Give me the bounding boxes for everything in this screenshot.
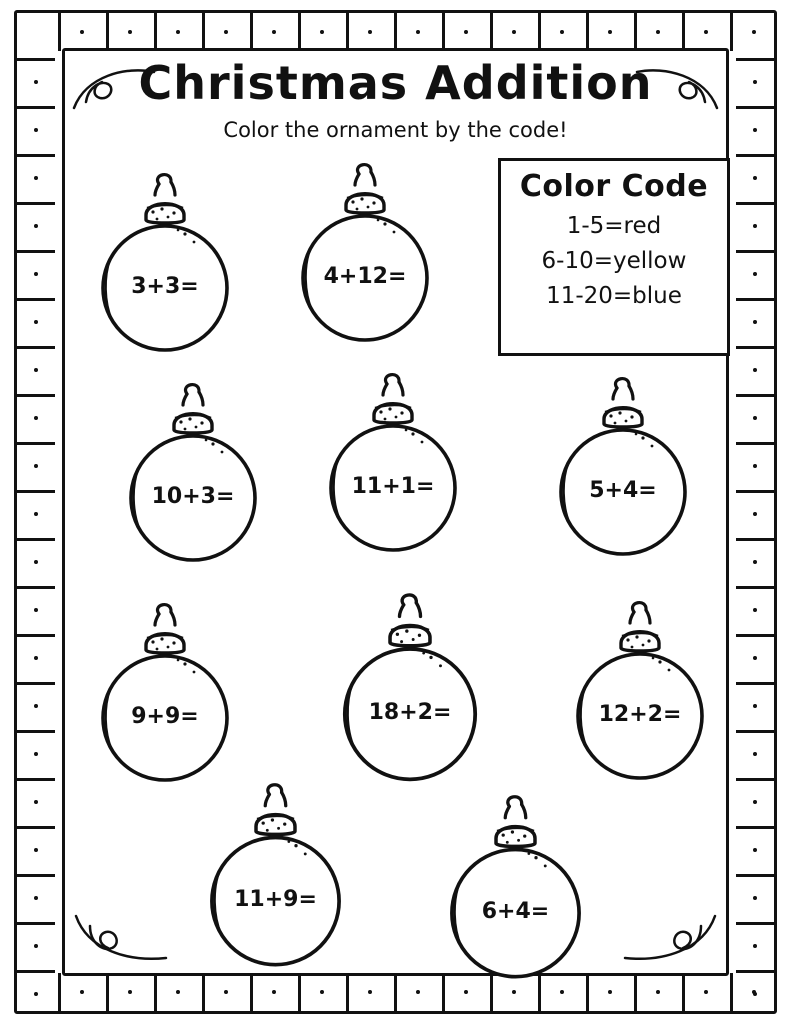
color-code-heading: Color Code [519, 169, 709, 204]
ornament-equation: 6+4= [481, 899, 550, 924]
ornament-10[interactable] [438, 790, 593, 990]
ornament-equation: 12+2= [598, 702, 682, 727]
color-code-line-1: 1-5=red [566, 213, 662, 239]
ornament-7[interactable] [330, 588, 490, 793]
ornament-shape [318, 368, 468, 563]
ornament-shape [90, 168, 240, 363]
ornament-shape [438, 790, 593, 990]
ornament-4[interactable] [318, 368, 468, 563]
ornament-shape [330, 588, 490, 793]
ornament-shape [565, 596, 715, 791]
ornament-1[interactable] [90, 168, 240, 363]
ornament-equation: 10+3= [151, 484, 235, 509]
ornament-6[interactable] [90, 598, 240, 793]
ornament-5[interactable] [548, 372, 698, 567]
page-subtitle: Color the ornament by the code! [223, 118, 568, 142]
ornament-8[interactable] [565, 596, 715, 791]
swirl-decoration-bottom-left [66, 902, 186, 972]
ornament-shape [548, 372, 698, 567]
ornament-3[interactable] [118, 378, 268, 573]
color-code-box [498, 158, 730, 356]
ornament-2[interactable] [290, 158, 440, 353]
ornament-9[interactable] [198, 778, 353, 978]
ornament-equation: 9+9= [131, 704, 199, 729]
swirl-decoration-bottom-right [605, 902, 725, 972]
ornament-equation: 11+1= [351, 474, 435, 499]
ornament-shape [118, 378, 268, 573]
color-code-line-2: 6-10=yellow [541, 248, 687, 274]
ornament-shape [290, 158, 440, 353]
ornament-equation: 5+4= [589, 478, 657, 503]
ornament-equation: 3+3= [131, 274, 199, 299]
ornament-equation: 18+2= [368, 700, 452, 725]
ornament-equation: 4+12= [323, 264, 407, 289]
ornament-equation: 11+9= [234, 887, 317, 912]
page-title: Christmas Addition [138, 56, 653, 110]
ornament-shape [198, 778, 353, 978]
ornament-shape [90, 598, 240, 793]
color-code-line-3: 11-20=blue [546, 283, 682, 309]
